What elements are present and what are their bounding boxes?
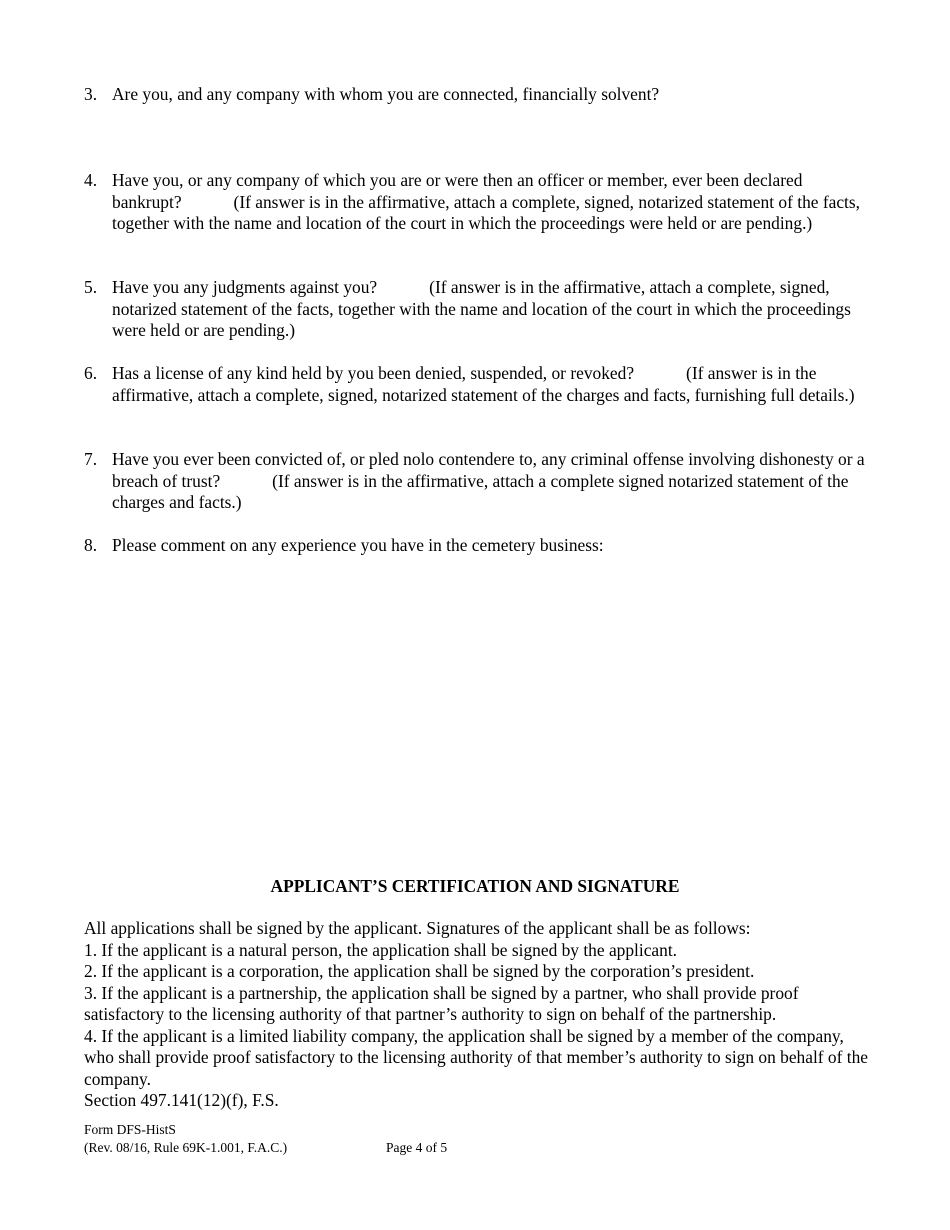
question-number: 5. [84,277,98,297]
certification-body [84,918,874,1112]
certification-item: 3. If the applicant is a partnership, the application shall be signed by a partner, who shall provide proof satisfactory to the licensing authority of that partner’s authority to sign on behalf of the partnership. [84,982,799,1024]
question-4 [84,170,874,235]
statute-reference: Section 497.141(12)(f), F.S. [84,1090,279,1110]
question-number: 7. [84,449,98,469]
question-note: (If answer is in the affirmative, attach a complete signed notarized statement of the charges and facts.) [112,470,849,512]
question-note: (If answer is in the affirmative, attach a complete, signed, notarized statement of the facts, together with the name and location of the court in which the proceedings were held or are pending.) [112,191,861,233]
question-text: Have you ever been convicted of, or pled nolo contendere to, any criminal offense involving dishonesty or a breach of trust? [112,449,865,491]
form-footer [84,1121,287,1156]
question-8 [84,535,874,557]
page-number: Page 4 of 5 [386,1140,448,1155]
question-text: Have you any judgments against you? [112,277,378,297]
certification-item: 1. If the applicant is a natural person, the application shall be signed by the applicant. [84,939,678,960]
question-text: Has a license of any kind held by you been denied, suspended, or revoked? [112,363,635,383]
question-number: 6. [84,363,98,383]
question-text: Are you, and any company with whom you are connected, financially solvent? [112,84,660,104]
question-note: (If answer is in the affirmative, attach a complete, signed, notarized statement of the facts, together with the name and location of the court in which the proceedings were held or are pending.) [112,277,851,340]
certification-title: APPLICANT’S CERTIFICATION AND SIGNATURE [270,876,680,896]
question-number: 8. [84,535,98,555]
question-note: (If answer is in the affirmative, attach a complete, signed, notarized statement of the charges and facts, furnishing full details.) [112,363,855,405]
form-id: Form DFS-HistS [84,1122,176,1137]
certification-item: 4. If the applicant is a limited liability company, the application shall be signed by a member of the company, who shall provide proof satisfactory to the licensing authority of that member’s authority to sign on behalf of the company. [84,1025,869,1089]
question-number: 4. [84,170,98,190]
question-3 [84,84,874,106]
question-5 [84,277,874,342]
certification-item: 2. If the applicant is a corporation, the application shall be signed by the corporation’s president. [84,961,755,981]
question-7 [84,449,874,514]
question-number: 3. [84,84,98,104]
certification-intro: All applications shall be signed by the applicant. Signatures of the applicant shall be as follows: [84,918,751,938]
question-6 [84,363,874,406]
form-revision: (Rev. 08/16, Rule 69K-1.001, F.A.C.) [84,1139,288,1155]
question-text: Please comment on any experience you have in the cemetery business: [112,535,604,555]
question-text: Have you, or any company of which you are or were then an officer or member, ever been declared bankrupt? [112,170,803,212]
